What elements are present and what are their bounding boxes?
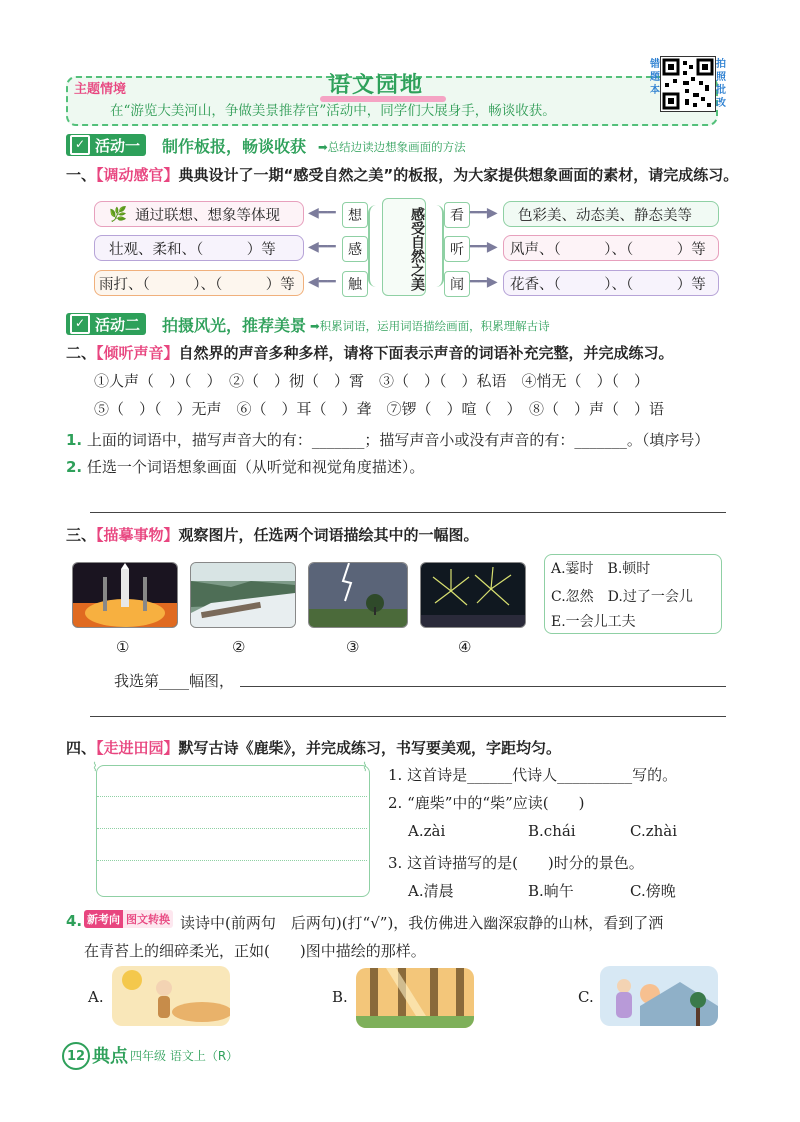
photo-label-1: ① <box>116 638 130 656</box>
q2-sub1-num: 1. <box>66 431 83 449</box>
q1-tag: 【调动感官】 <box>96 166 179 184</box>
arrow-left-icon: ◀━━ <box>308 239 336 255</box>
q2-sub1-text[interactable]: 上面的词语中，描写声音大的有：_______；描写声音小或没有声音的有：_______。（填序号） <box>86 431 710 449</box>
arrow-right-icon: ━━▶ <box>470 205 498 221</box>
image-text-badge: 图文转换 <box>123 910 173 928</box>
option-c-label[interactable]: C. <box>578 988 594 1006</box>
q1-text: 典典设计了一期“感受自然之美”的板报，为大家提供想象画面的素材，请完成练习。 <box>178 166 739 184</box>
image-option-c[interactable] <box>600 966 718 1026</box>
photo-label-3: ③ <box>346 638 360 656</box>
qr-code-icon[interactable] <box>660 56 716 112</box>
sense-think: 想 <box>342 202 368 228</box>
right-pill-3-text[interactable]: 花香、（ ）、（ ）等 <box>510 276 706 293</box>
q4-sub3-opt-c[interactable]: C.傍晚 <box>630 882 676 900</box>
q4-sub2-opt-b[interactable]: B.chái <box>528 822 576 840</box>
sense-see: 看 <box>444 202 470 228</box>
option-a-label[interactable]: A. <box>88 988 104 1006</box>
q2-line <box>66 342 674 363</box>
activity1-note: ➡总结边读边想象画面的方法 <box>318 140 466 154</box>
page-title: 语文园地 <box>328 73 425 98</box>
activity2-tag-label: 活动二 <box>95 315 141 334</box>
q2-sub2 <box>66 456 424 477</box>
left-pill-3 <box>94 270 304 296</box>
sense-feel: 感 <box>342 236 368 262</box>
sense-touch: 触 <box>342 271 368 297</box>
q2-row2[interactable]: ⑤（ ）（ ）无声 ⑥（ ）耳（ ）聋 ⑦锣（ ）喧（ ） ⑧（ ）声（ ）语 <box>94 400 665 418</box>
left-pill-1 <box>94 201 304 227</box>
q3-text: 观察图片，任选两个词语描绘其中的一幅图。 <box>178 526 479 544</box>
poem-line-3[interactable] <box>97 860 367 861</box>
theme-text: 在“游览大美河山，争做美景推荐官”活动中，同学们大展身手，畅谈收获。 <box>110 103 556 119</box>
q4-sub2-opt-c[interactable]: C.zhài <box>630 822 678 840</box>
q3-line <box>66 524 479 545</box>
q4-line <box>66 737 561 758</box>
q4-sub2-opt-a[interactable]: A.zài <box>408 822 446 840</box>
qr-right-label: 拍照批改 <box>716 59 726 109</box>
qr-left-label: 错题本 <box>650 59 660 96</box>
center-box: 感受自然之美 <box>382 198 426 296</box>
q2-sub2-num: 2. <box>66 458 83 476</box>
q4-sub2[interactable]: 2. “鹿柴”中的“柴”应读( ) <box>388 794 585 812</box>
right-pill-2 <box>503 235 719 261</box>
brand-logo: 典点 <box>92 1046 128 1067</box>
poem-line-2[interactable] <box>97 828 367 829</box>
q4-sub4-text[interactable]: 读诗中(前两句 后两句)(打“√”)，我仿佛进入幽深寂静的山林，看到了洒 <box>180 914 664 932</box>
q4-sub3-opt-b[interactable]: B.晌午 <box>528 882 574 900</box>
arrow-left-icon: ◀━━ <box>308 205 336 221</box>
image-option-a[interactable] <box>112 966 230 1026</box>
q4-sub3[interactable]: 3. 这首诗描写的是( )时分的景色。 <box>388 854 644 872</box>
photo-lightning-storm <box>308 562 408 628</box>
word-option-line-1: A.霎时 B.顿时 <box>551 561 651 577</box>
arrow-right-icon: ━━▶ <box>470 239 498 255</box>
theme-label: 主题情境 <box>74 82 127 97</box>
right-brace <box>428 205 444 287</box>
q4-tag: 【走进田园】 <box>96 739 179 757</box>
q4-num: 四、 <box>66 739 97 757</box>
arrow-left-icon: ◀━━ <box>308 274 336 290</box>
q2-text: 自然界的声音多种多样，请将下面表示声音的词语补充完整，并完成练习。 <box>178 344 674 362</box>
right-pill-1-text: 色彩美、动态美、静态美等 <box>518 207 692 224</box>
word-option-line-3: E.一会儿工夫 <box>551 614 636 630</box>
clip-right-icon: ⌇ <box>362 760 368 774</box>
q3-num: 三、 <box>66 526 97 544</box>
poem-line-1[interactable] <box>97 796 367 797</box>
option-b-label[interactable]: B. <box>332 988 348 1006</box>
q3-tag: 【描摹事物】 <box>96 526 179 544</box>
activity2-tag <box>66 313 146 335</box>
q4-sub3-opt-a[interactable]: A.清晨 <box>408 882 454 900</box>
activity2-title: 拍摄风光，推荐美景 <box>162 316 307 335</box>
activity1-tag-label: 活动一 <box>95 136 141 155</box>
left-pill-2-text[interactable]: 壮观、柔和、（ ）等 <box>109 241 276 258</box>
q1-num: 一、 <box>66 166 97 184</box>
grade-label: 四年级 语文上（R） <box>130 1049 239 1063</box>
q2-row1[interactable]: ①人声（ ）（ ） ②（ ）彻（ ）霄 ③（ ）（ ）私语 ④悄无（ ）（ ） <box>94 372 650 390</box>
word-options-box <box>544 554 722 634</box>
q4-sub4-text2[interactable]: 在青苔上的细碎柔光，正如( )图中描绘的那样。 <box>84 942 426 960</box>
clip-left-icon: ⌇ <box>92 760 98 774</box>
sense-hear: 听 <box>444 236 470 262</box>
q2-sub1[interactable] <box>66 429 709 450</box>
image-option-b[interactable] <box>356 968 474 1028</box>
arrow-right-icon: ━━▶ <box>470 274 498 290</box>
check-icon: ✓ <box>70 314 90 334</box>
q2-tag: 【倾听声音】 <box>96 344 179 362</box>
activity1-title: 制作板报，畅谈收获 <box>162 137 307 156</box>
right-pill-2-text[interactable]: 风声、（ ）、（ ）等 <box>510 241 706 258</box>
new-trend-badge: 新考向 <box>84 910 123 928</box>
q4-badge <box>84 910 173 928</box>
check-icon: ✓ <box>70 135 90 155</box>
photo-fireworks <box>420 562 526 628</box>
q2-num: 二、 <box>66 344 97 362</box>
q2-sub2-text: 任选一个词语想象画面（从听觉和视觉角度描述）。 <box>86 458 425 476</box>
q3-answer-line-1[interactable] <box>240 686 726 687</box>
photo-label-4: ④ <box>458 638 472 656</box>
right-pill-1 <box>503 201 719 227</box>
activity2-note: ➡积累词语，运用词语描绘画面，积累理解古诗 <box>310 319 550 333</box>
sense-smell: 闻 <box>444 271 470 297</box>
plant-icon: 🌿 <box>109 206 128 223</box>
q4-sub4-num: 4. <box>66 912 83 930</box>
poem-writing-box[interactable] <box>96 765 370 897</box>
left-pill-2 <box>94 235 304 261</box>
activity1-tag <box>66 134 146 156</box>
q4-text: 默写古诗《鹿柴》，并完成练习，书写要美观，字距均匀。 <box>178 739 562 757</box>
right-pill-3 <box>503 270 719 296</box>
q4-sub1[interactable]: 1. 这首诗是______代诗人__________写的。 <box>388 766 678 784</box>
left-pill-3-text[interactable]: 雨打、（ ）、（ ）等 <box>99 276 295 293</box>
q3-answer-line-2[interactable] <box>90 716 726 717</box>
photo-rocket-launch <box>72 562 178 628</box>
photo-waterfall <box>190 562 296 628</box>
q2-answer-line[interactable] <box>90 512 726 513</box>
word-option-line-2: C.忽然 D.过了一会儿 <box>551 589 693 605</box>
left-pill-1-text: 通过联想、想象等体现 <box>135 207 281 224</box>
q1-line <box>66 164 738 185</box>
photo-label-2: ② <box>232 638 246 656</box>
page-number: 12 <box>62 1042 90 1070</box>
q3-choose-text[interactable]: 我选第____幅图， <box>114 672 235 690</box>
